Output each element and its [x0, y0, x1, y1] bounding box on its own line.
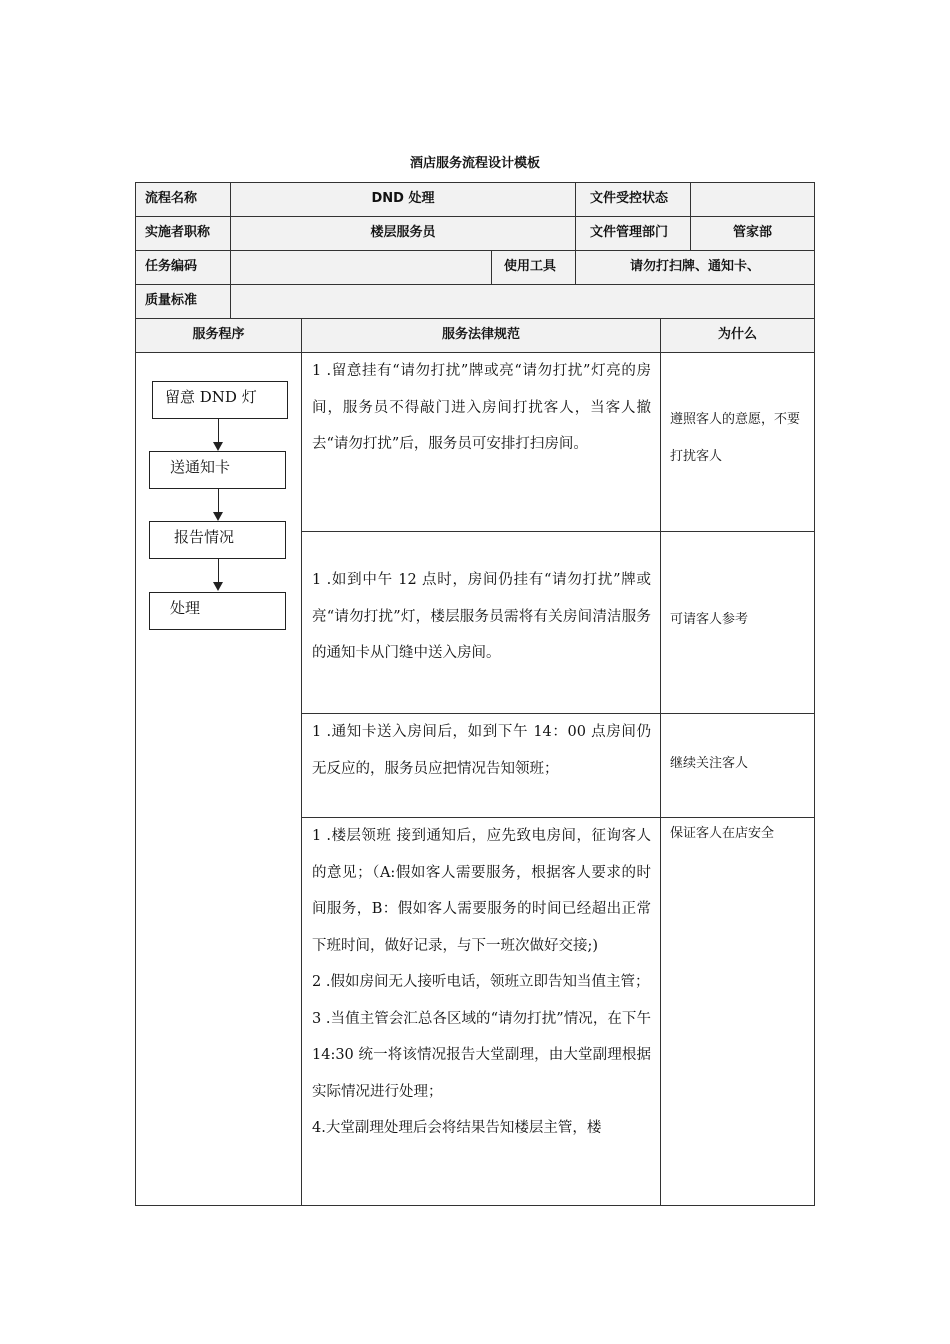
task-code-label: 任务编码	[135, 250, 231, 285]
col-header-standard: 服务法律规范	[301, 318, 661, 353]
flow-step: 留意 DND 灯	[152, 381, 288, 419]
doc-status-value	[690, 182, 815, 217]
dept-value: 管家部	[690, 216, 815, 251]
arrow-down-icon	[213, 582, 223, 591]
executor-label: 实施者职称	[135, 216, 231, 251]
tools-label: 使用工具	[491, 250, 576, 285]
why-cell: 继续关注客人	[660, 713, 815, 818]
document-title: 酒店服务流程设计模板	[409, 156, 540, 171]
why-cell: 保证客人在店安全	[660, 817, 815, 1206]
dept-label: 文件管理部门	[575, 216, 691, 251]
quality-label: 质量标准	[135, 284, 231, 319]
arrow-down-icon	[213, 512, 223, 521]
flow-step: 报告情况	[149, 521, 286, 559]
process-name-label: 流程名称	[135, 182, 231, 217]
tools-value: 请勿打扫牌、通知卡、	[575, 250, 815, 285]
col-header-procedure: 服务程序	[135, 318, 302, 353]
flow-connector	[218, 419, 219, 443]
why-cell: 可请客人参考	[660, 531, 815, 714]
flow-step: 处理	[149, 592, 286, 630]
flow-step: 送通知卡	[149, 451, 286, 489]
col-header-why: 为什么	[660, 318, 815, 353]
task-code-value	[230, 250, 492, 285]
why-cell: 遵照客人的意愿，不要打扰客人	[660, 352, 815, 532]
standard-cell: 1 .楼层领班 接到通知后，应先致电房间，征询客人的意见；（A:假如客人需要服务，根据客人要求的时间服务，B：假如客人需要服务的时间已经超出正常下班时间，做好记录，与下一班次做好交接;) 2 .假如房间无人接听电话，领班立即告知当值主管； 3 .当值主管会汇总各区域的“请勿打扰”情况，在下午 14:30 统一将该情况报告大堂副理，由大堂副理根据实际情况进行处理； 4.大堂副理处理后会将结果告知楼层主管，楼	[301, 817, 661, 1206]
arrow-down-icon	[213, 442, 223, 451]
standard-cell: 1 .通知卡送入房间后，如到下午 14：00 点房间仍无反应的，服务员应把情况告知领班；	[301, 713, 661, 818]
standard-cell: 1 .如到中午 12 点时，房间仍挂有“请勿打扰”牌或亮“请勿打扰”灯，楼层服务员需将有关房间清洁服务的通知卡从门缝中送入房间。	[301, 531, 661, 714]
quality-value	[230, 284, 815, 319]
process-name-value: DND 处理	[230, 182, 576, 217]
executor-value: 楼层服务员	[230, 216, 576, 251]
doc-status-label: 文件受控状态	[575, 182, 691, 217]
flow-connector	[218, 559, 219, 583]
standard-cell: 1 .留意挂有“请勿打扰”牌或亮“请勿打扰”灯亮的房间，服务员不得敲门进入房间打扰客人，当客人撤去“请勿打扰”后，服务员可安排打扫房间。	[301, 352, 661, 532]
flow-connector	[218, 489, 219, 513]
